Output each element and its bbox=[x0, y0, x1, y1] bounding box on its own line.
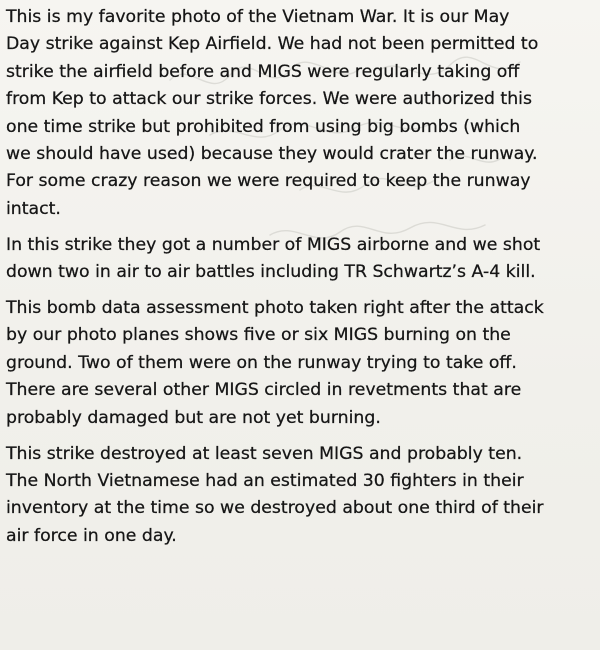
text-line: air force in one day. bbox=[6, 525, 177, 546]
text-line: strike the airfield before and MIGS were regularly taking off bbox=[6, 61, 520, 82]
paragraph-4 bbox=[6, 441, 596, 551]
document-text bbox=[6, 4, 596, 559]
text-line: There are several other MIGS circled in revetments that are bbox=[6, 380, 522, 401]
text-line: by our photo planes shows five or six MIGS burning on the bbox=[6, 325, 511, 346]
text-line: we should have used) because they would crater the runway. bbox=[6, 144, 538, 165]
text-line: This strike destroyed at least seven MIGS and probably ten. bbox=[6, 443, 523, 464]
text-line: This bomb data assessment photo taken right after the attack bbox=[6, 298, 544, 319]
text-line: The North Vietnamese had an estimated 30 fighters in their bbox=[6, 471, 524, 491]
text-line: one time strike but prohibited from using big bombs (which bbox=[6, 116, 521, 137]
text-line: intact. bbox=[6, 198, 61, 219]
paragraph-3 bbox=[6, 295, 596, 432]
text-line: For some crazy reason we were required to keep the runway bbox=[6, 171, 531, 192]
text-line: down two in air to air battles including TR Schwartz’s A-4 kill. bbox=[6, 262, 536, 283]
paragraph-2 bbox=[6, 232, 596, 287]
text-line: probably damaged but are not yet burning. bbox=[6, 407, 381, 428]
text-line: Day strike against Kep Airfield. We had not been permitted to bbox=[6, 34, 539, 55]
text-line: ground. Two of them were on the runway trying to take off. bbox=[6, 352, 517, 373]
text-line: from Kep to attack our strike forces. We were authorized this bbox=[6, 89, 532, 110]
text-line: In this strike they got a number of MIGS airborne and we shot bbox=[6, 234, 541, 255]
text-line: This is my favorite photo of the Vietnam War. It is our May bbox=[6, 7, 510, 27]
text-line: inventory at the time so we destroyed about one third of their bbox=[6, 498, 544, 519]
paragraph-1 bbox=[6, 4, 596, 223]
